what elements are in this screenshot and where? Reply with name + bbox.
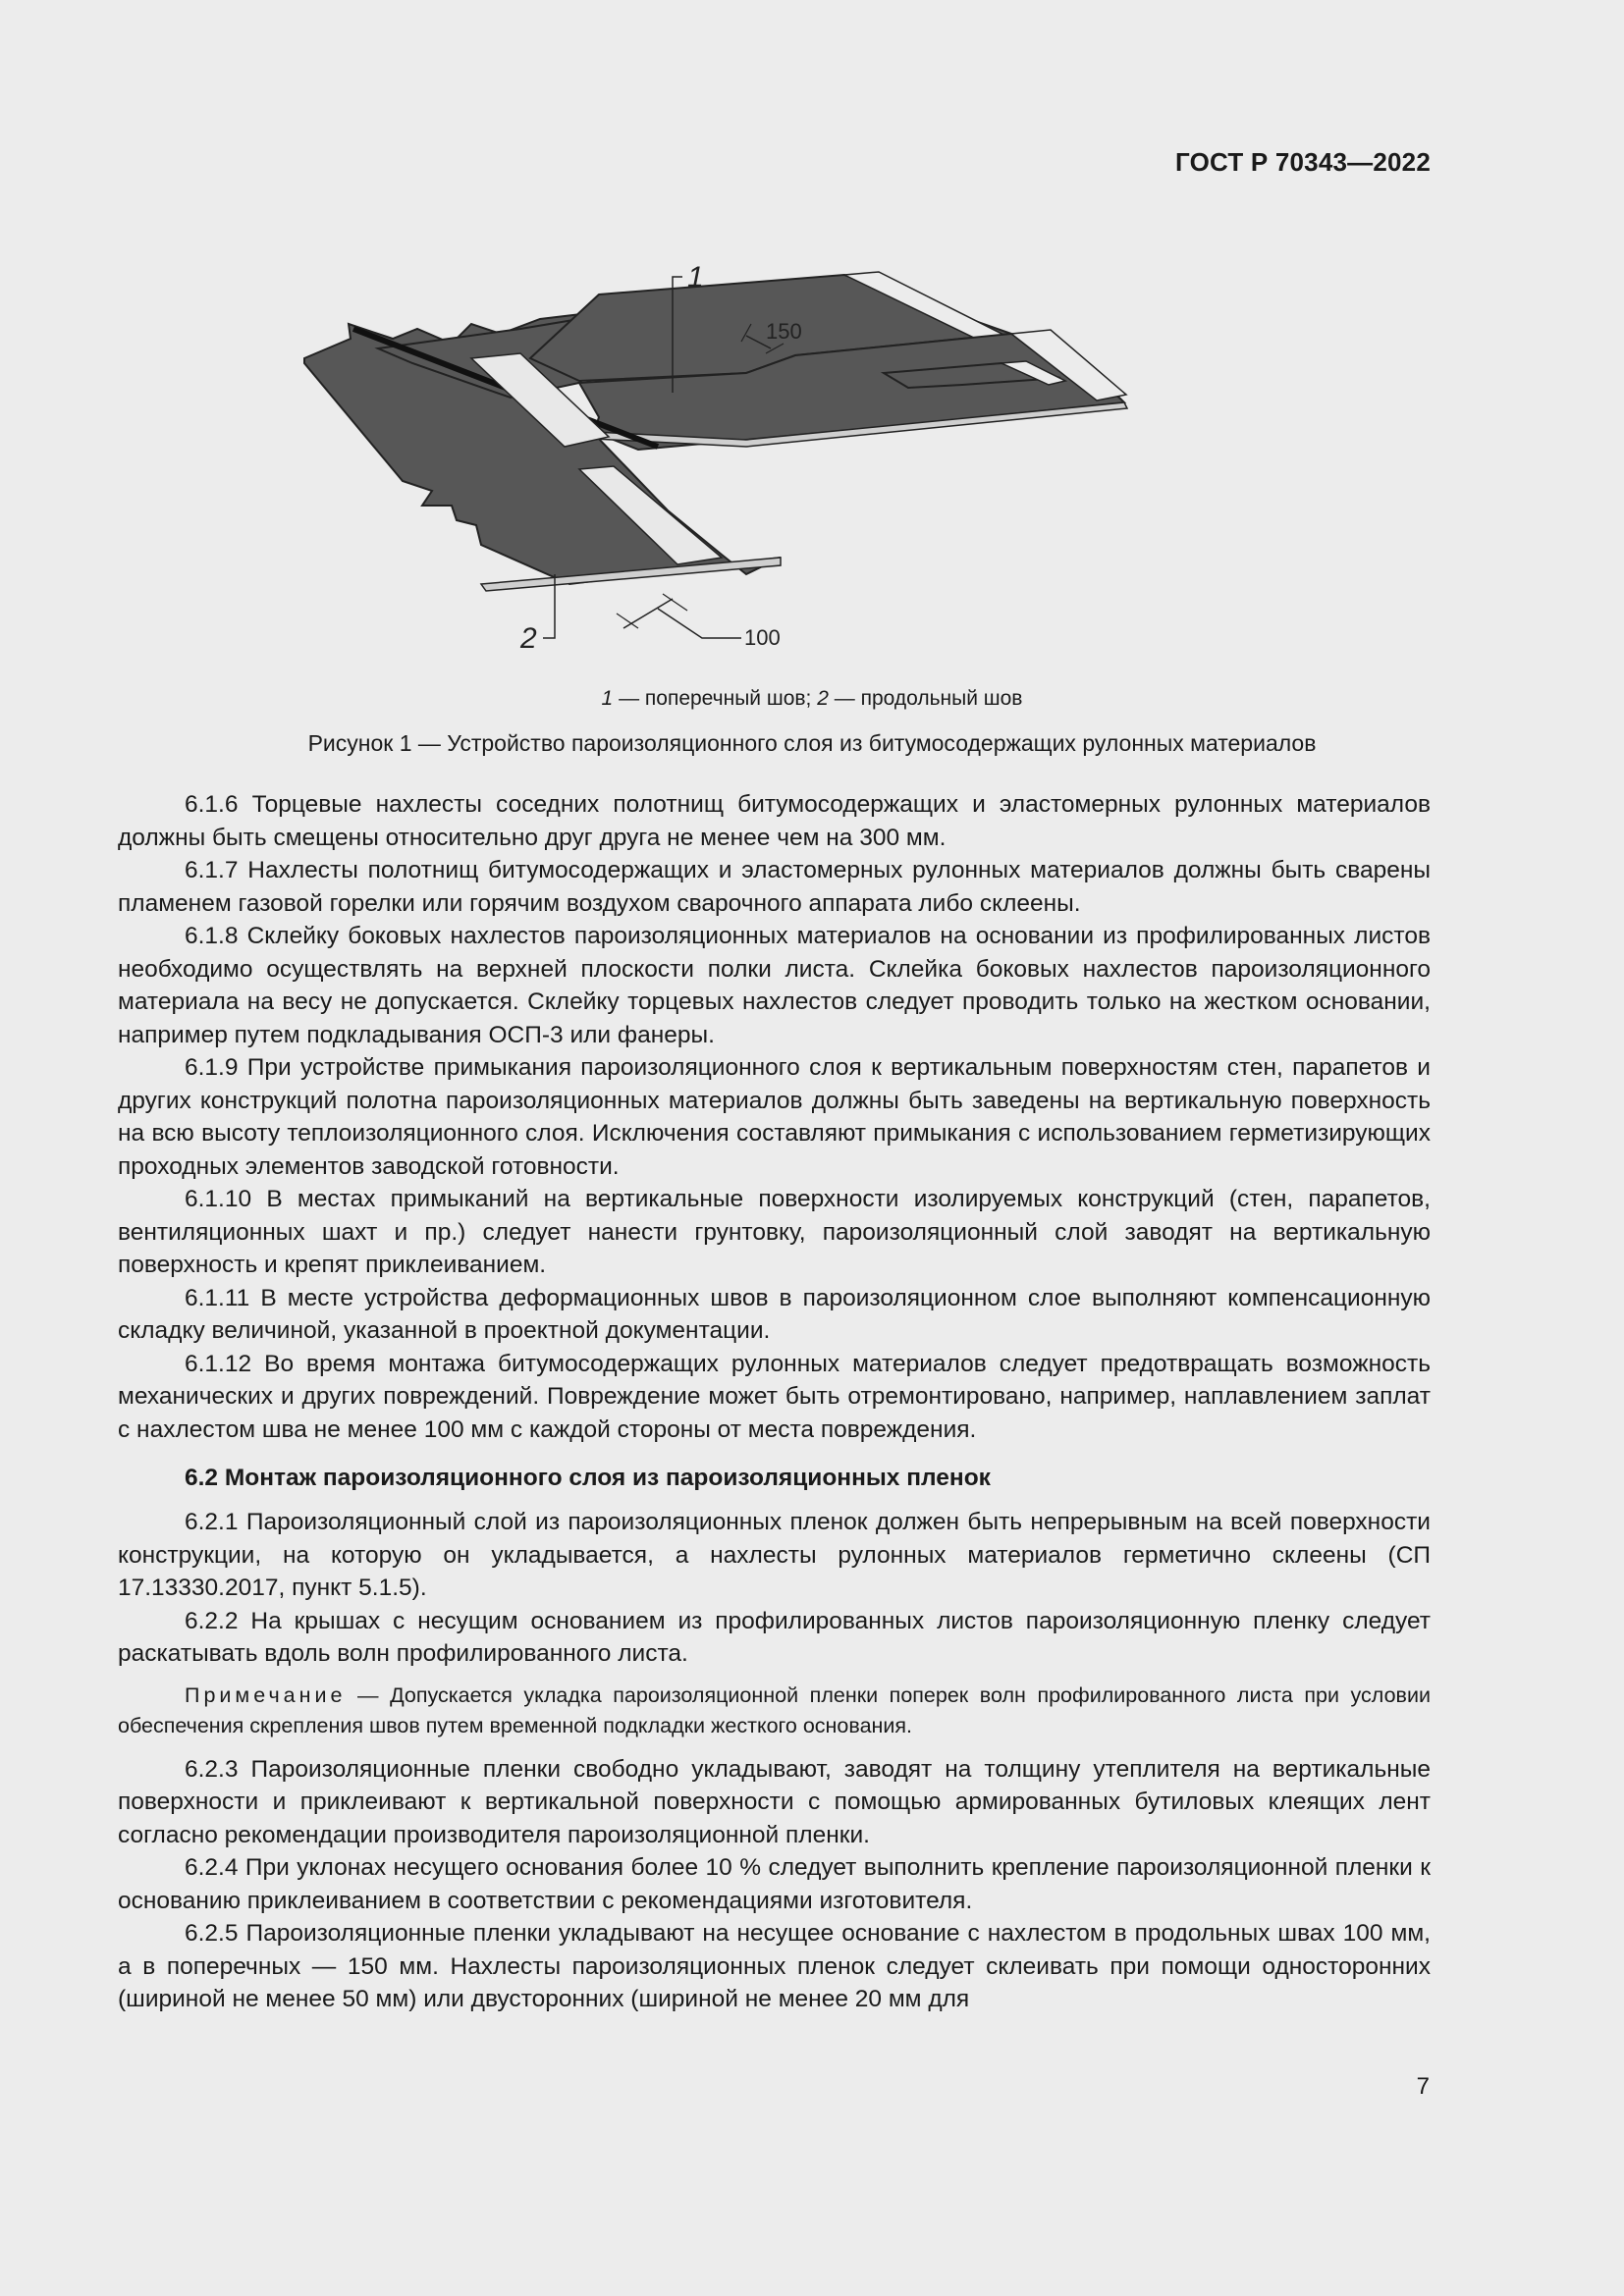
note-paragraph [118, 1681, 1431, 1741]
note-text: — Допускается укладка пароизоляционной пленки поперек волн профилированного листа при условии обеспечения скрепления швов путем временной подкладки жесткого основания. [118, 1682, 1431, 1737]
callout-1-label: 1 [687, 261, 704, 294]
paragraph-6-2-4: 6.2.4 При уклонах несущего основания более 10 % следует выполнить крепление пароизоляционной пленки к основанию приклеиванием в соответствии с рекомендациями изготовителя. [118, 1854, 1431, 1914]
figure-legend [0, 687, 1624, 711]
callout-2-label: 2 [520, 622, 537, 655]
note-lead: Примечание [185, 1682, 347, 1707]
legend-item-2-number: 2 [817, 687, 829, 710]
paragraph-6-1-9: 6.1.9 При устройстве примыкания пароизоляционного слоя к вертикальным поверхностям стен, парапетов и других конструкций полотна пароизоляционных материалов должны быть заведены на вертикальную поверхность на всю высоту теплоизоляционного слоя. Исключения составляют примыкания с использованием герметизирующих проходных элементов заводской готовности. [118, 1054, 1431, 1180]
paragraph-6-1-10: 6.1.10 В местах примыканий на вертикальные поверхности изолируемых конструкций (стен, парапетов, вентиляционных шахт и пр.) следует нанести грунтовку, пароизоляционный слой заводят на вертикальную поверхность и крепят приклеиванием. [118, 1186, 1431, 1278]
paragraph-6-1-8: 6.1.8 Склейку боковых нахлестов пароизоляционных материалов на основании из профилированных листов необходимо осуществлять на верхней плоскости полки листа. Склейка боковых нахлестов пароизоляционного материала на весу не допускается. Склейку торцевых нахлестов следует проводить только на жестком основании, например путем подкладывания ОСП-3 или фанеры. [118, 923, 1431, 1048]
document-code: ГОСТ Р 70343—2022 [1175, 147, 1431, 177]
vapor-barrier-figure [285, 226, 1276, 658]
dim-100-label: 100 [744, 625, 781, 650]
paragraph-6-2-3: 6.2.3 Пароизоляционные пленки свободно укладывают, заводят на толщину утеплителя на вертикальные поверхности и приклеивают к вертикальной поверхности с помощью армированных бутиловых клеящих лент согласно рекомендации производителя пароизоляционной пленки. [118, 1755, 1431, 1848]
paragraph-6-1-12: 6.1.12 Во время монтажа битумосодержащих рулонных материалов следует предотвращать возможность механических и других повреждений. Повреждение может быть отремонтировано, например, наплавлением заплат с нахлестом шва не менее 100 мм с каждой стороны от места повреждения. [118, 1350, 1431, 1443]
legend-item-1-number: 1 [601, 687, 614, 710]
paragraph-6-2-1: 6.2.1 Пароизоляционный слой из пароизоляционных пленок должен быть непрерывным на всей поверхности конструкции, на которую он укладывается, а нахлесты рулонных материалов герметично склеены (СП 17.13330.2017, пункт 5.1.5). [118, 1509, 1431, 1601]
legend-item-2-text: — продольный шов [828, 687, 1023, 710]
paragraph-6-1-7: 6.1.7 Нахлесты полотнищ битумосодержащих и эластомерных рулонных материалов должны быть сварены пламенем газовой горелки или горячим воздухом сварочного аппарата либо склеены. [118, 857, 1431, 917]
paragraph-6-1-6: 6.1.6 Торцевые нахлесты соседних полотнищ битумосодержащих и эластомерных рулонных материалов должны быть смещены относительно друг друга не менее чем на 300 мм. [118, 791, 1431, 851]
paragraph-6-1-11: 6.1.11 В месте устройства деформационных швов в пароизоляционном слое выполняют компенсационную складку величиной, указанной в проектной документации. [118, 1284, 1431, 1344]
page-number: 7 [1416, 2073, 1430, 2100]
section-heading-6-2: 6.2 Монтаж пароизоляционного слоя из пароизоляционных пленок [185, 1465, 991, 1491]
legend-item-1-text: — поперечный шов; [613, 687, 818, 710]
document-body [118, 788, 1431, 2016]
figure-caption: Рисунок 1 — Устройство пароизоляционного слоя из битумосодержащих рулонных материалов [307, 730, 1317, 756]
paragraph-6-2-2: 6.2.2 На крышах с несущим основанием из профилированных листов пароизоляционную пленку следует раскатывать вдоль волн профилированного листа. [118, 1607, 1431, 1667]
dim-150-label: 150 [766, 319, 802, 344]
paragraph-6-2-5: 6.2.5 Пароизоляционные пленки укладывают на несущее основание с нахлестом в продольных швах 100 мм, а в поперечных — 150 мм. Нахлесты пароизоляционных пленок следует склеивать при помощи односторонних (шириной не менее 50 мм) или двусторонних (шириной не менее 20 мм для [118, 1920, 1431, 2012]
